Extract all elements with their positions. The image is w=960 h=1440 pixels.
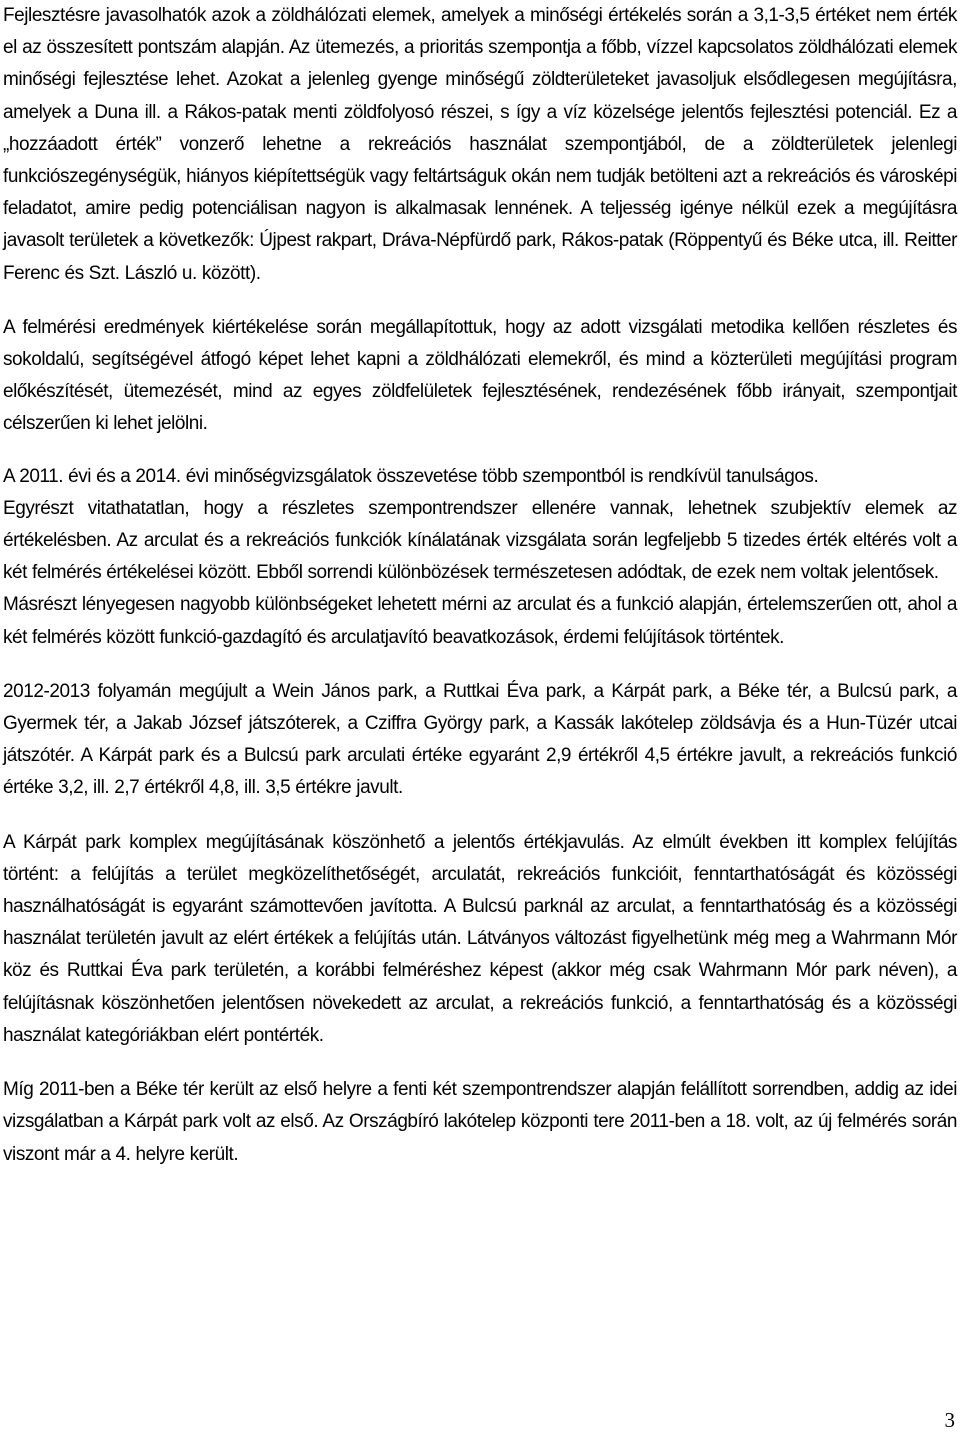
- paragraph-ranking: Míg 2011-ben a Béke tér került az első helyre a fenti két szempontrendszer alapján felállított sorrendben, addig az idei vizsgálatban a Kárpát park volt az első. Az Országbíró lakótelep központi tere 2011-ben a 18. volt, az új felmérés során viszont már a 4. helyre került.: [3, 1079, 957, 1165]
- paragraph-renewals-2012-2013: 2012-2013 folyamán megújult a Wein János park, a Ruttkai Éva park, a Kárpát park, a Béke tér, a Bulcsú park, a Gyermek tér, a Jakab József játszóterek, a Cziffra György park, a Kassák lakótelep zöldsávja és a Hun-Tüzér utcai játszótér. A Kárpát park és a Bulcsú park arculati értéke egyaránt 2,9 értékről 4,5 értékre javult, a rekreációs funkció értéke 3,2, ill. 2,7 értékről 4,8, ill. 3,5 értékre javult.: [3, 680, 957, 799]
- paragraph-survey-evaluation: A felmérési eredmények kiértékelése során megállapítottuk, hogy az adott vizsgálati metodika kellően részletes és sokoldalú, segítségével átfogó képet lehet kapni a zöldhálózati elemekről, és mind a közterületi megújítási program előkészítését, ütemezését, mind az egyes zöldfelületek fejlesztésének, rendezésének főbb irányait, szempontjait célszerűen ki lehet jelölni.: [3, 316, 957, 435]
- page-number: 3: [944, 1408, 955, 1432]
- paragraph-comparison-intro: A 2011. évi és a 2014. évi minőségvizsgálatok összevetése több szempontból is rendkívül tanulságos.: [3, 465, 819, 487]
- paragraph-subjectivity: Egyrészt vitathatatlan, hogy a részletes szempontrendszer ellenére vannak, lehetnek szubjektív elemek az értékelésben. Az arculat és a rekreációs funkciók kínálatának vizsgálata során legfeljebb 5 tizedes érték eltérés volt a két felmérés értékelései között. Ebből sorrendi különbözések természetesen adódtak, de ezek nem voltak jelentősek.: [3, 497, 957, 584]
- paragraph-differences: Másrészt lényegesen nagyobb különbségeket lehetett mérni az arculat és a funkció alapján, értelemszerűen ott, ahol a két felmérés között funkció-gazdagító és arculatjavító beavatkozások, érdemi felújítások történtek.: [3, 594, 957, 648]
- document-page: [3, 0, 957, 1171]
- paragraph-development-proposals: Fejlesztésre javasolhatók azok a zöldhálózati elemek, amelyek a minőségi értékelés során a 3,1-3,5 értéket nem érték el az összesített pontszám alapján. Az ütemezés, a prioritás szempontja a főbb, vízzel kapcsolatos zöldhálózati elemek minőségi fejlesztése lehet. Azokat a jelenleg gyenge minőségű zöldterületeket javasoljuk elsődlegesen megújításra, amelyek a Duna ill. a Rákos-patak menti zöldfolyosó részei, s így a víz közelsége jelentős fejlesztési potenciál. Ez a „hozzáadott érték” vonzerő lehetne a rekreációs használat szempontjából, de a zöldterületek jelenlegi funkciószegénységük, hiányos kiépítettségük vagy feltártságuk okán nem tudják betölteni azt a rekreációs és városképi feladatot, amire pedig potenciálisan nagyon is alkalmasak lennének. A teljesség igénye nélkül ezek a megújításra javasolt területek a következők: Újpest rakpart, Dráva-Népfürdő park, Rákos-patak (Röppentyű és Béke utca, ill. Reitter Ferenc és Szt. László u. között).: [3, 5, 957, 284]
- paragraph-karpat-park: A Kárpát park komplex megújításának köszönhető a jelentős értékjavulás. Az elmúlt években itt komplex felújítás történt: a felújítás a terület megközelíthetőségét, arculatát, rekreációs funkcióit, fenntarthatóságát és közösségi használhatóságát is egyaránt számottevően javította. A Bulcsú parknál az arculat, a fenntarthatóság és a közösségi használat területén javult az elért értékek a felújítás után. Látványos változást figyelhetünk még meg a Wahrmann Mór köz és Ruttkai Éva park területén, a korábbi felméréshez képest (akkor még csak Wahrmann Mór park néven), a felújításnak köszönhetően jelentősen növekedett az arculat, a rekreációs funkció, a fenntarthatóság és a közösségi használat kategóriákban elért pontérték.: [3, 831, 957, 1046]
